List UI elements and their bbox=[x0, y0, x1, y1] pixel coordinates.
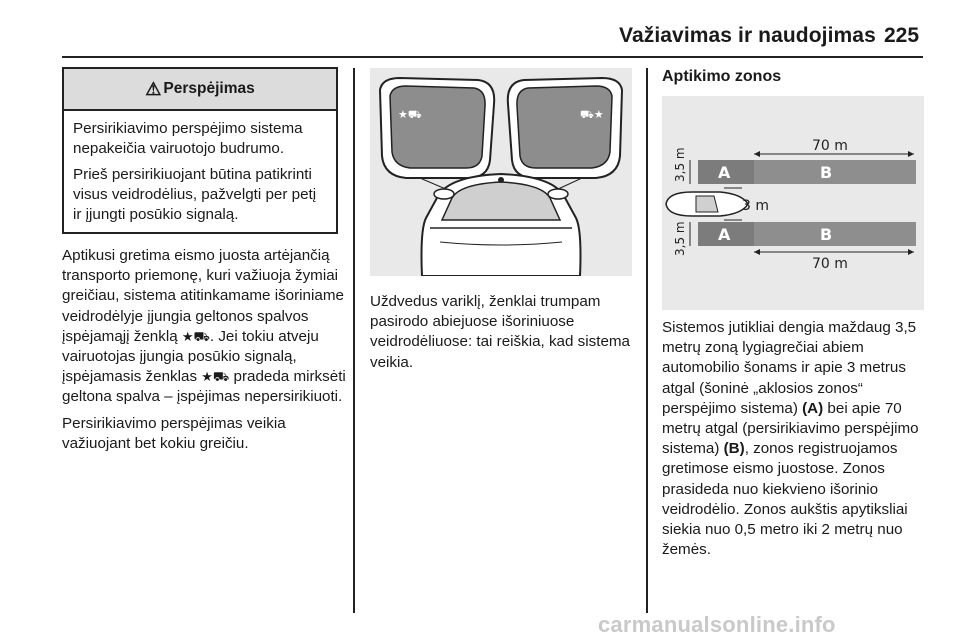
right-text-a: Sistemos jutikliai dengia maždaug 3,5 metrų zoną lygiagrečiai abiem automobilio šonams ir apie 3 metrus atgal (šoninė „aklosios zonos“ perspėjimo sistema) bbox=[662, 319, 917, 417]
zone-a-top-label: A bbox=[718, 163, 731, 182]
distance-top-label: 70 m bbox=[812, 138, 848, 154]
warning-paragraph-1: Persirikiavimo perspėjimo sistema nepakeičia vairuotojo budrumo. bbox=[73, 120, 303, 157]
left-p1-text-b: . Jei tokiu atveju vairuotojas įjungia posūkio signalą, įspėjamasis ženklas bbox=[62, 327, 319, 386]
left-p1-text-a: Aptikusi gretima eismo juosta artėjančią transporto priemonę, kuri važiuoja žymiai greičiau, sistema atitinkamame išoriniame veidrodėlyje įjungia geltonos spalvos įspėjamąjį ženklą bbox=[62, 247, 344, 345]
distance-bottom-label: 70 m bbox=[812, 256, 848, 272]
zone-b-top-label: B bbox=[820, 163, 833, 182]
lane-change-warning-symbol: ★⛟ bbox=[201, 369, 230, 385]
page-header bbox=[0, 0, 960, 60]
zone-b-bottom bbox=[754, 222, 916, 246]
zone-b-ref: (B) bbox=[723, 440, 745, 458]
lane-width-bottom-label: 3,5 m bbox=[673, 221, 687, 256]
zone-b-top bbox=[754, 160, 916, 184]
zone-a-bottom-label: A bbox=[718, 225, 731, 244]
page-number: 225 bbox=[884, 24, 920, 47]
left-text bbox=[62, 246, 352, 460]
zones-title: Aptikimo zonos bbox=[662, 68, 782, 85]
right-text bbox=[662, 318, 927, 566]
middle-caption-text: Uždvedus variklį, ženklai trumpam pasirodo abiejuose išoriniuose veidrodėliuose: tai reiškia, kad sistema veikia. bbox=[370, 293, 630, 371]
svg-text:★⛟: ★⛟ bbox=[398, 108, 422, 121]
right-paragraph bbox=[662, 318, 927, 560]
left-paragraph-1 bbox=[62, 246, 352, 408]
warning-paragraph-2: Prieš persirikiuojant būtina patikrinti visus veidrodėlius, pažvelgti per petį ir įjungti posūkio signalą. bbox=[73, 166, 317, 223]
zone-a-ref: (A) bbox=[802, 399, 824, 417]
watermark: carmanualsonline.info bbox=[598, 612, 836, 637]
warning-triangle-icon: ⚠ bbox=[145, 78, 162, 99]
header-rule bbox=[62, 56, 923, 58]
right-text-b: bei apie 70 metrų atgal (persirikiavimo perspėjimo sistema) bbox=[662, 399, 919, 458]
right-text-c: , zonos registruojamos gretimose eismo juostose. Zonos prasideda nuo kiekvieno išorinio veidrodėlio. Zonos aukštis apytiksliai siekia nuo 0,5 metro iki 2 metrų nuo žemės. bbox=[662, 440, 908, 559]
left-paragraph-2: Persirikiavimo perspėjimas veikia važiuojant bet kokiu greičiu. bbox=[62, 414, 286, 452]
warning-header bbox=[64, 69, 336, 111]
mirror-illustration bbox=[370, 68, 632, 276]
left-p1-text-c: pradeda mirksėti geltona spalva – įspėjimas nepersirikiuoti. bbox=[62, 368, 346, 406]
lane-width-top-label: 3,5 m bbox=[673, 147, 687, 182]
detection-zones-diagram bbox=[662, 96, 924, 310]
warning-title: Perspėjimas bbox=[163, 80, 255, 97]
zone-b-bottom-label: B bbox=[820, 225, 833, 244]
column-divider-right bbox=[646, 68, 648, 613]
zones-drawing bbox=[662, 96, 924, 310]
mirror-car-drawing bbox=[370, 68, 632, 276]
svg-text:⛟★: ⛟★ bbox=[580, 108, 604, 121]
warning-box bbox=[62, 67, 338, 234]
middle-caption bbox=[370, 292, 638, 379]
section-title: Važiavimas ir naudojimas bbox=[619, 24, 876, 47]
lane-change-warning-symbol: ★⛟ bbox=[181, 328, 210, 344]
warning-body bbox=[64, 111, 336, 225]
gap-label: 3 m bbox=[742, 198, 769, 214]
column-divider-left bbox=[353, 68, 355, 613]
